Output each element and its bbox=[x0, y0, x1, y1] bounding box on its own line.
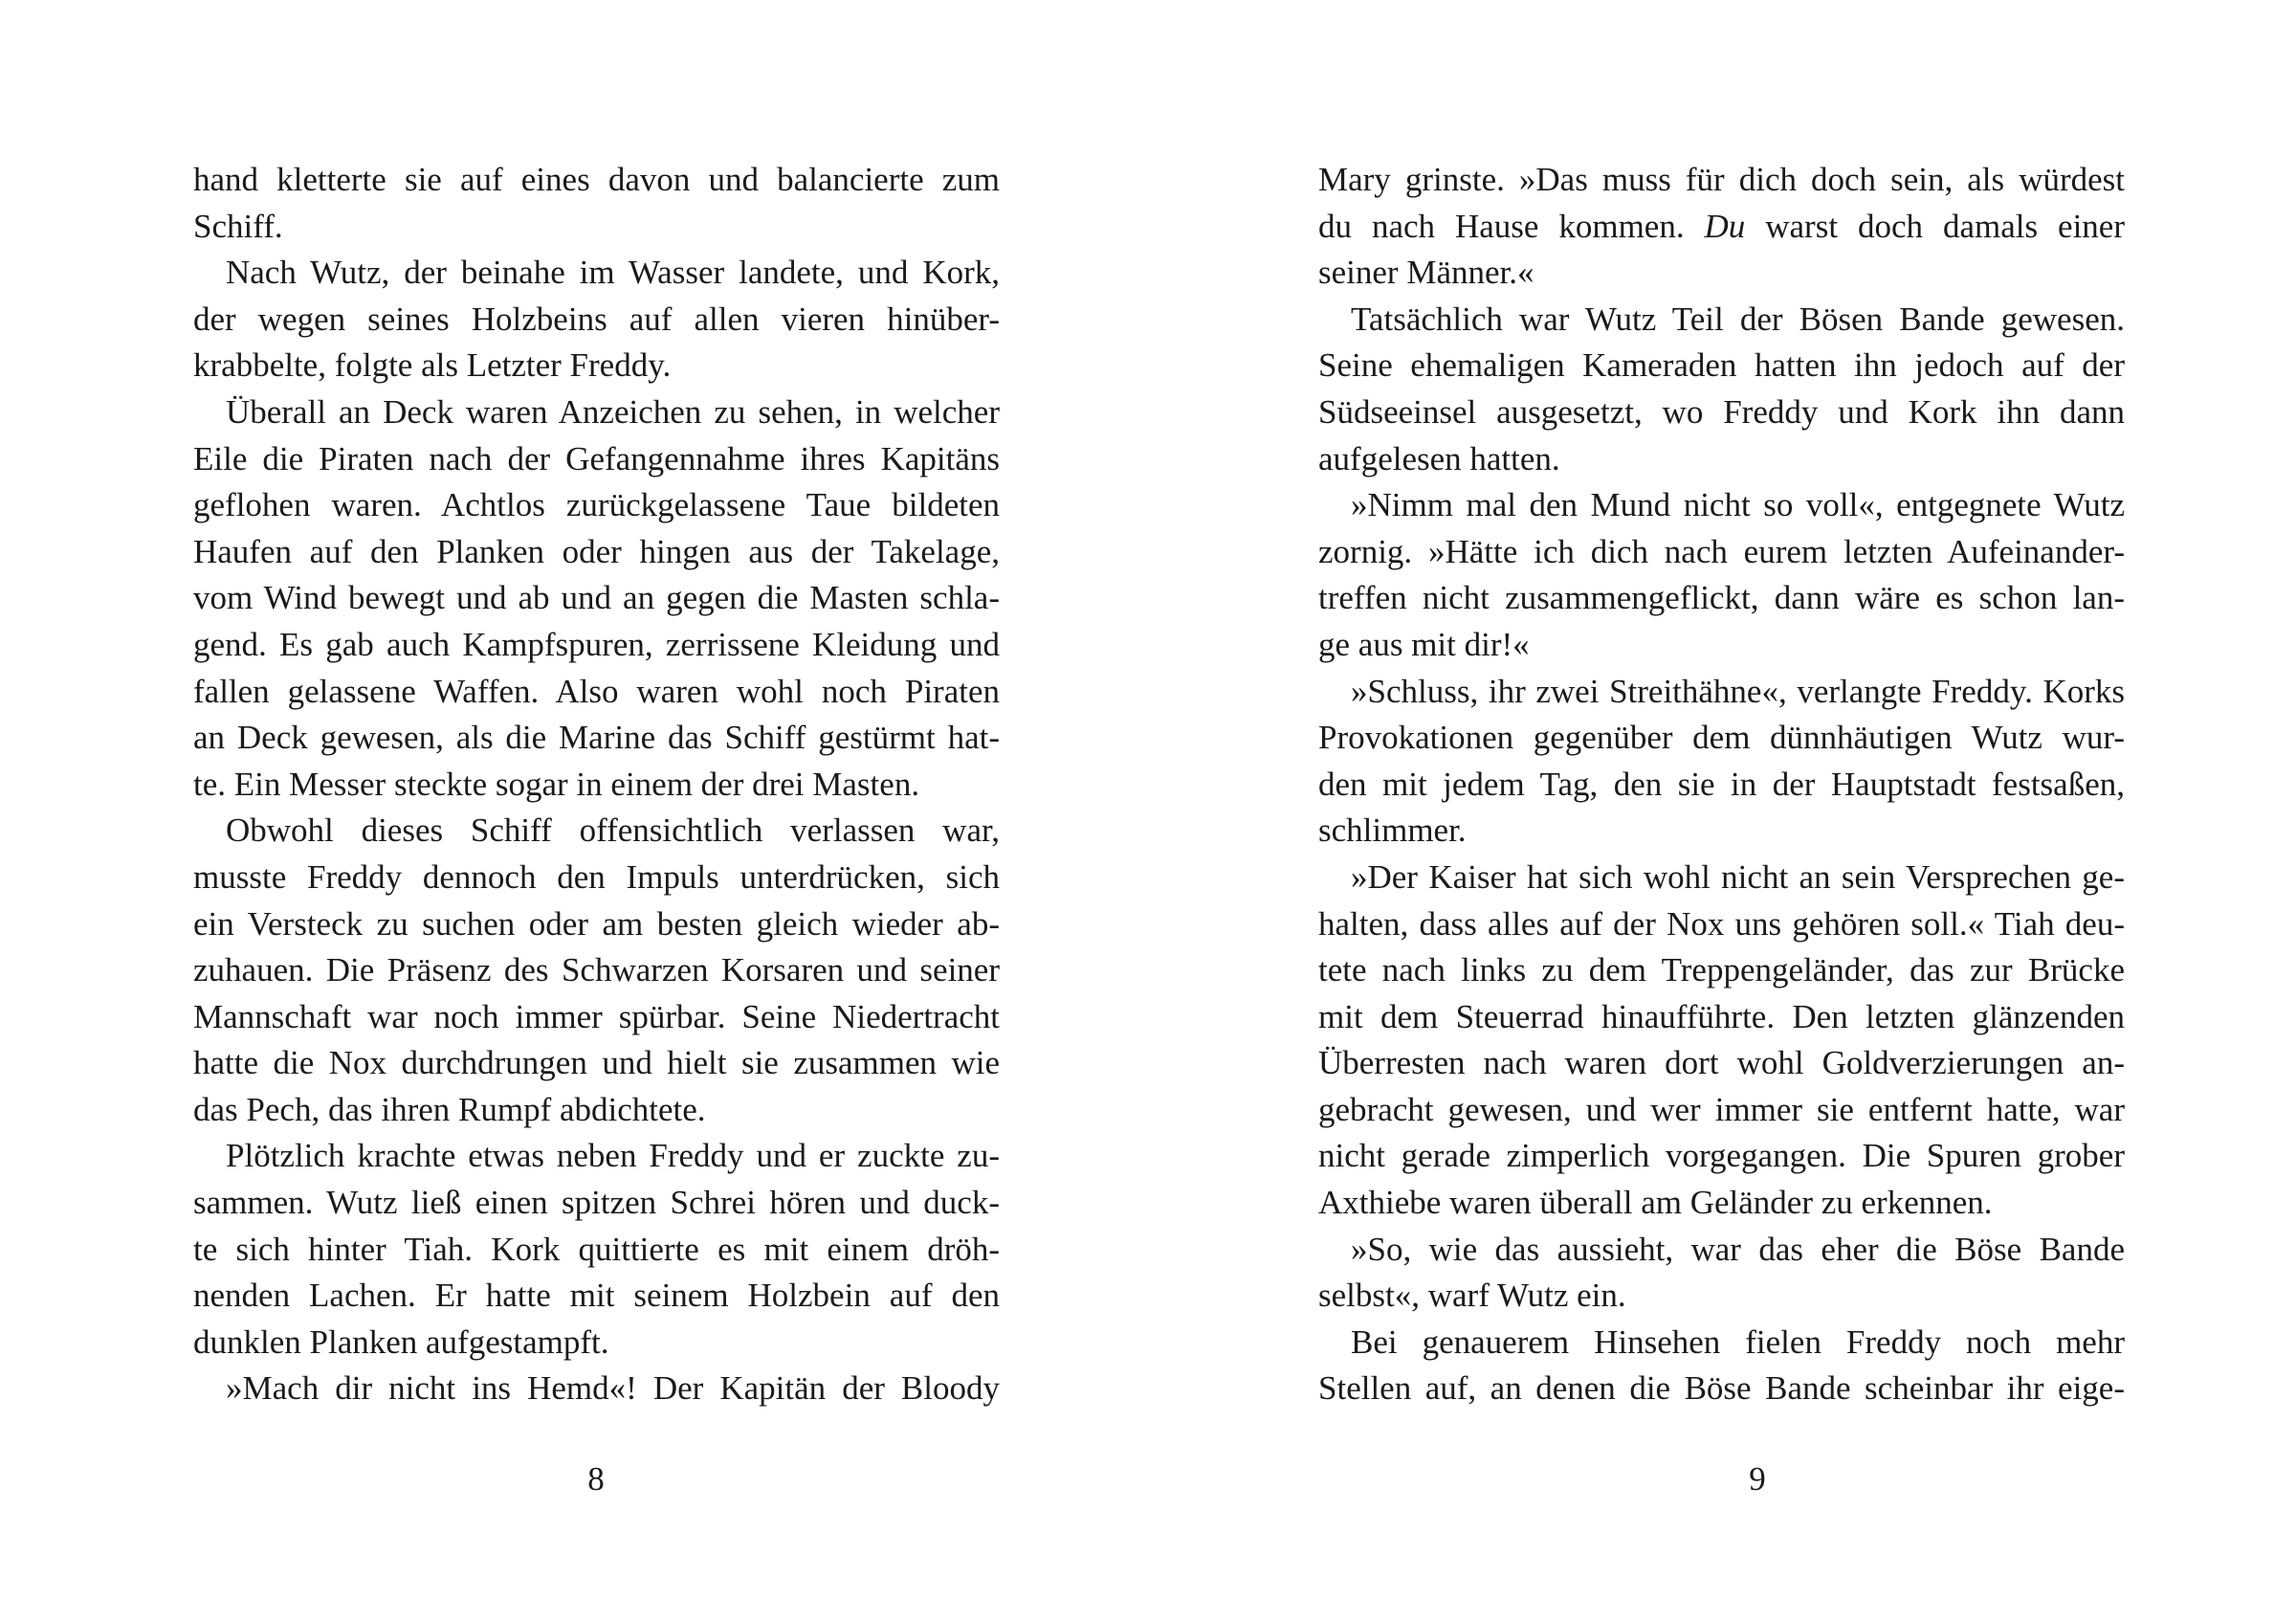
text-line: Plötzlich krachte etwas neben Freddy und er zuckte zu- bbox=[226, 1137, 1000, 1175]
left-page-number: 8 bbox=[587, 1460, 605, 1498]
text-line: zuhauen. Die Präsenz des Schwarzen Korsaren und seiner bbox=[193, 951, 1000, 989]
text-line: den mit jedem Tag, den sie in der Hauptstadt festsaßen, bbox=[1318, 765, 2125, 803]
text-line: das Pech, das ihren Rumpf abdichtete. bbox=[193, 1090, 706, 1128]
text-line: zornig. »Hätte ich dich nach eurem letzten Aufeinander- bbox=[1318, 532, 2125, 570]
text-line: Stellen auf, an denen die Böse Bande scheinbar ihr eige- bbox=[1318, 1369, 2125, 1408]
text-segment: du nach Hause kommen. bbox=[1318, 207, 1705, 245]
text-line: musste Freddy dennoch den Impuls unterdrücken, sich bbox=[193, 857, 1000, 896]
emphasized-word: Du bbox=[1704, 207, 1746, 245]
text-line: nicht gerade zimperlich vorgegangen. Die Spuren grober bbox=[1318, 1137, 2125, 1175]
text-line: Überall an Deck waren Anzeichen zu sehen, in welcher bbox=[226, 392, 1000, 431]
text-line: vom Wind bewegt und ab und an gegen die Masten schla- bbox=[193, 579, 1000, 617]
text-line: sammen. Wutz ließ einen spitzen Schrei hören und duck- bbox=[193, 1184, 1000, 1222]
right-page-text bbox=[1318, 157, 2125, 1412]
text-line: mit dem Steuerrad hinaufführte. Den letzten glänzenden bbox=[1318, 997, 2125, 1035]
text-line: gend. Es gab auch Kampfspuren, zerrissene Kleidung und bbox=[193, 625, 1000, 663]
text-line: Haufen auf den Planken oder hingen aus der Takelage, bbox=[193, 532, 1000, 570]
text-line: schlimmer. bbox=[1318, 811, 1467, 850]
left-page-text bbox=[193, 157, 1000, 1412]
text-line: te sich hinter Tiah. Kork quittierte es mit einem dröh- bbox=[193, 1230, 1000, 1268]
text-line: gebracht gewesen, und wer immer sie entfernt hatte, war bbox=[1318, 1090, 2125, 1128]
text-line: Mannschaft war noch immer spürbar. Seine Niedertracht bbox=[193, 997, 1000, 1035]
text-line: »So, wie das aussieht, war das eher die Böse Bande bbox=[1351, 1230, 2125, 1268]
text-line: ge aus mit dir!« bbox=[1318, 625, 1530, 663]
text-line: »Schluss, ihr zwei Streithähne«, verlangte Freddy. Korks bbox=[1351, 672, 2125, 710]
text-line: dunklen Planken aufgestampft. bbox=[193, 1322, 609, 1361]
text-line: fallen gelassene Waffen. Also waren wohl noch Piraten bbox=[193, 672, 1000, 710]
text-line: tete nach links zu dem Treppengeländer, das zur Brücke bbox=[1318, 951, 2125, 989]
text-line: aufgelesen hatten. bbox=[1318, 439, 1560, 478]
text-line: ein Versteck zu suchen oder am besten gleich wieder ab- bbox=[193, 904, 1000, 943]
text-line: der wegen seines Holzbeins auf allen vieren hinüber- bbox=[193, 300, 1000, 338]
text-line: hand kletterte sie auf eines davon und balancierte zum bbox=[193, 161, 1000, 198]
text-line: Schiff. bbox=[193, 207, 283, 245]
text-line bbox=[1318, 204, 2125, 251]
text-line: an Deck gewesen, als die Marine das Schiff gestürmt hat- bbox=[193, 719, 1000, 757]
text-line: Axthiebe waren überall am Geländer zu erkennen. bbox=[1318, 1184, 1993, 1222]
right-page bbox=[1148, 0, 2296, 1622]
text-line: Obwohl dieses Schiff offensichtlich verlassen war, bbox=[226, 811, 1000, 850]
text-line: te. Ein Messer steckte sogar in einem der drei Masten. bbox=[193, 765, 920, 803]
text-line: krabbelte, folgte als Letzter Freddy. bbox=[193, 346, 672, 385]
text-line: selbst«, warf Wutz ein. bbox=[1318, 1277, 1626, 1315]
text-line: Provokationen gegenüber dem dünnhäutigen Wutz wur- bbox=[1318, 719, 2125, 757]
text-line: seiner Männer.« bbox=[1318, 254, 1534, 292]
text-line: Überresten nach waren dort wohl Goldverzierungen an- bbox=[1318, 1044, 2125, 1082]
text-line: hatte die Nox durchdrungen und hielt sie zusammen wie bbox=[193, 1044, 1000, 1082]
text-line: Eile die Piraten nach der Gefangennahme ihres Kapitäns bbox=[193, 439, 1000, 478]
text-line: »Der Kaiser hat sich wohl nicht an sein Versprechen ge- bbox=[1351, 857, 2125, 896]
text-line: Seine ehemaligen Kameraden hatten ihn jedoch auf der bbox=[1318, 346, 2125, 385]
text-line: »Mach dir nicht ins Hemd«! Der Kapitän der Bloody bbox=[226, 1369, 1000, 1408]
text-line: Tatsächlich war Wutz Teil der Bösen Bande gewesen. bbox=[1351, 300, 2125, 338]
text-segment: warst doch damals einer bbox=[1745, 207, 2125, 245]
text-line: »Nimm mal den Mund nicht so voll«, entgegnete Wutz bbox=[1351, 486, 2125, 524]
text-line: Südseeinsel ausgesetzt, wo Freddy und Kork ihn dann bbox=[1318, 392, 2125, 431]
text-line: geflohen waren. Achtlos zurückgelassene Taue bildeten bbox=[193, 486, 1000, 524]
text-line: Mary grinste. »Das muss für dich doch sein, als würdest bbox=[1318, 161, 2125, 198]
text-line: Nach Wutz, der beinahe im Wasser landete, und Kork, bbox=[226, 254, 1000, 292]
text-line: nenden Lachen. Er hatte mit seinem Holzbein auf den bbox=[193, 1277, 1000, 1315]
right-page-number: 9 bbox=[1749, 1460, 1766, 1498]
text-line: halten, dass alles auf der Nox uns gehören soll.« Tiah deu- bbox=[1318, 904, 2125, 943]
text-line: treffen nicht zusammengeflickt, dann wäre es schon lan- bbox=[1318, 579, 2125, 617]
text-line: Bei genauerem Hinsehen fielen Freddy noch mehr bbox=[1351, 1322, 2125, 1361]
